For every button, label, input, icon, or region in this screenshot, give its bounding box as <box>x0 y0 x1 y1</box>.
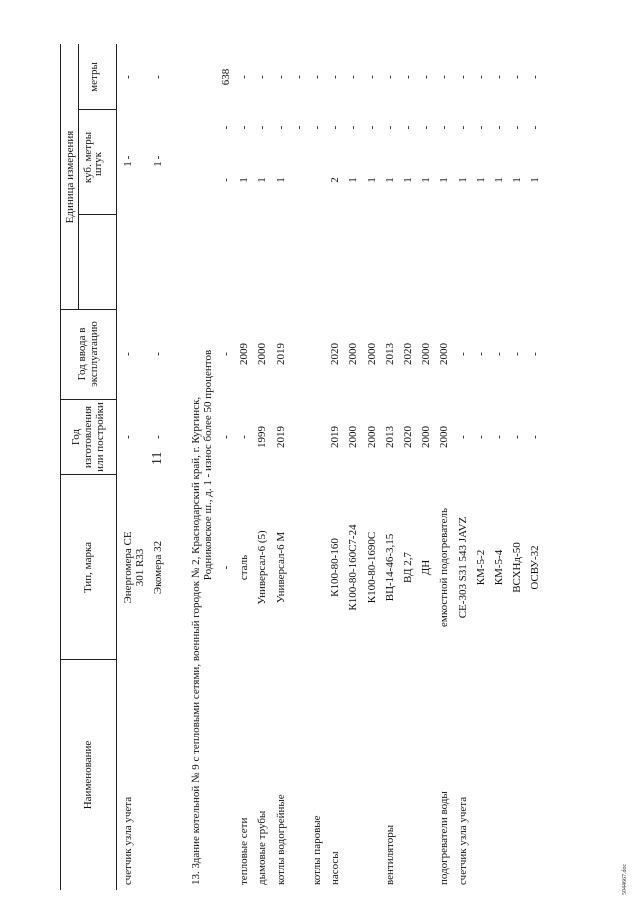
col-divider-type <box>60 474 116 475</box>
top-row-1-m3: - <box>122 155 134 160</box>
row-9-m3: - <box>365 125 378 130</box>
row-9-made: 2000 <box>365 426 378 448</box>
row-13-in: 2000 <box>438 343 451 365</box>
row-15-type: КМ-5-2 <box>474 549 487 586</box>
row-8-m: - <box>347 75 360 79</box>
row-17-pcs: 1 <box>511 177 524 183</box>
row-8-type: К100-80-160С7-24 <box>347 524 360 611</box>
row-7-pcs: 2 <box>329 177 342 183</box>
row-5-m3: - <box>292 125 305 130</box>
row-3-type: Универсал-6 (5) <box>256 530 269 605</box>
document-code: 5044667.doc <box>622 863 628 895</box>
row-2-made: - <box>238 435 251 439</box>
section-title-line-2: Родниковское ш., д. 1 - износ более 50 процентов <box>202 349 214 581</box>
row-16-m3: - <box>493 125 505 130</box>
row-2-m: - <box>238 75 251 79</box>
col-divider-pcs <box>78 214 116 215</box>
row-18-made: - <box>529 435 542 439</box>
row-5-m: - <box>292 75 305 79</box>
row-9-type: К100-80-1690С <box>365 531 378 604</box>
row-12-made: 2000 <box>420 426 433 448</box>
row-17-made: - <box>511 435 524 439</box>
row-15-made: - <box>474 435 487 439</box>
row-4-made: 2019 <box>274 426 287 448</box>
row-14-made: - <box>456 435 469 439</box>
row-18-type: ОСВУ-32 <box>529 545 542 590</box>
row-12-m: - <box>420 75 433 79</box>
col-divider-in <box>60 309 116 310</box>
top-row-2-pcs: 1 <box>152 161 164 167</box>
header-m: метры <box>88 62 100 92</box>
row-18-m3: - <box>529 125 542 130</box>
row-14-name: счетчик узла учета <box>456 796 469 885</box>
row-13-name: подогреватели воды <box>438 791 451 885</box>
row-4-m3: - <box>274 125 287 130</box>
row-13-m: - <box>438 75 451 79</box>
header-year-made: Год изготовления или постройки <box>70 402 106 472</box>
row-12-in: 2000 <box>420 343 433 365</box>
row-6-name: котлы паровые <box>311 815 323 885</box>
row-17-m3: - <box>511 125 524 130</box>
row-17-in: - <box>511 352 524 356</box>
row-4-name: котлы водогрейные <box>274 794 287 885</box>
row-13-made: 2000 <box>438 426 451 448</box>
row-1-made: - <box>220 435 232 439</box>
row-7-m: - <box>329 75 342 79</box>
top-row-1-made: - <box>122 435 134 439</box>
row-1-type: - <box>220 565 232 570</box>
section-title-line-1: 13. Здание котельной № 9 с тепловыми сетями, военный городок № 2, Краснодарский край, г. Кургинск, <box>190 396 202 885</box>
table-top-border <box>60 44 61 890</box>
row-11-type: ВД 2,7 <box>402 552 414 583</box>
row-2-m3: - <box>238 125 251 130</box>
row-16-type: КМ-5-4 <box>493 549 505 586</box>
col-divider-name <box>60 659 116 660</box>
top-row-2-made: - <box>152 435 164 439</box>
row-13-pcs: 1 <box>438 177 451 183</box>
row-2-type: сталь <box>238 554 251 581</box>
row-8-pcs: 1 <box>347 177 360 183</box>
row-9-in: 2000 <box>365 343 378 365</box>
row-10-m: - <box>383 75 396 79</box>
row-15-m3: - <box>474 125 487 130</box>
row-1-m: 638 <box>220 68 232 86</box>
col-divider-made <box>60 399 116 400</box>
row-11-m3: - <box>402 125 414 130</box>
header-m3-label: куб. метры <box>82 131 94 184</box>
row-16-made: - <box>493 435 505 439</box>
top-row-1-pcs: 1 <box>122 161 134 167</box>
row-3-name: дымовые трубы <box>256 810 269 885</box>
top-row-1-in: - <box>122 352 134 356</box>
row-17-type: ВСХНд-50 <box>511 542 524 593</box>
row-18-m: - <box>529 75 542 79</box>
row-7-type: К100-80-160 <box>329 538 342 597</box>
row-18-pcs: 1 <box>529 177 542 183</box>
unit-header-divider <box>78 44 79 310</box>
row-10-type: ВЦ-14-46-3,15 <box>383 533 396 602</box>
row-16-m: - <box>493 75 505 79</box>
row-14-pcs: 1 <box>456 177 469 183</box>
row-12-type: ДН <box>420 559 433 576</box>
row-1-in: - <box>220 352 232 356</box>
row-11-made: 2020 <box>402 426 414 448</box>
row-10-pcs: 1 <box>383 177 396 183</box>
row-9-m: - <box>365 75 378 79</box>
top-row-1-type-b: 301 R33 <box>134 548 146 587</box>
row-17-m: - <box>511 75 524 79</box>
row-3-in: 2000 <box>256 343 269 365</box>
row-9-pcs: 1 <box>365 177 378 183</box>
row-3-made: 1999 <box>256 426 269 448</box>
header-year-in: Год ввода в эксплуатацию <box>76 321 100 387</box>
row-7-name: насосы <box>329 851 342 885</box>
row-4-pcs: 1 <box>274 177 287 183</box>
header-unit: Единица измерения <box>64 130 76 224</box>
top-row-2-m: - <box>152 75 164 79</box>
row-15-pcs: 1 <box>474 177 487 183</box>
row-12-m3: - <box>420 125 433 130</box>
row-14-m3: - <box>456 125 469 130</box>
row-7-made: 2019 <box>329 426 342 448</box>
row-10-m3: - <box>383 125 396 130</box>
row-10-in: 2013 <box>383 343 396 365</box>
top-row-1-name: счетчик узла учета <box>122 796 134 885</box>
row-16-pcs: 1 <box>493 177 505 183</box>
row-6-m: - <box>311 75 323 79</box>
row-8-in: 2000 <box>347 343 360 365</box>
row-2-pcs: 1 <box>238 177 251 183</box>
row-13-type: емкостной подогреватель <box>438 507 451 628</box>
page-number: 11 <box>150 451 165 465</box>
row-13-m3: - <box>438 125 451 130</box>
row-11-m: - <box>402 75 414 79</box>
top-row-2-type: Экомера 32 <box>152 540 164 595</box>
row-10-made: 2013 <box>383 426 396 448</box>
row-12-pcs: 1 <box>420 177 433 183</box>
header-name: Наименование <box>82 740 94 810</box>
row-15-m: - <box>474 75 487 79</box>
top-row-1-type-a: Энергомера СЕ <box>122 531 134 604</box>
row-1-pcs: - <box>220 178 232 182</box>
row-3-m3: - <box>256 125 269 130</box>
row-14-m: - <box>456 75 469 79</box>
row-4-in: 2019 <box>274 343 287 365</box>
row-8-m3: - <box>347 125 360 130</box>
row-2-name: тепловые сети <box>238 817 251 885</box>
row-10-name: вентиляторы <box>383 824 396 885</box>
row-8-made: 2000 <box>347 426 360 448</box>
row-7-in: 2020 <box>329 343 342 365</box>
row-1-m3: - <box>220 125 232 130</box>
row-14-in: - <box>456 352 469 356</box>
top-row-2-m3: - <box>152 155 164 160</box>
row-15-in: - <box>474 352 487 356</box>
row-3-m: - <box>256 75 269 79</box>
row-16-in: - <box>493 352 505 356</box>
row-6-m3: - <box>311 125 323 130</box>
row-3-pcs: 1 <box>256 177 269 183</box>
row-2-in: 2009 <box>238 343 251 365</box>
top-row-1-m: - <box>122 75 134 79</box>
row-14-type: СЕ-303 S31 543 JAVZ <box>456 516 469 619</box>
row-11-pcs: 1 <box>402 177 414 183</box>
row-4-type: Универсал-6 М <box>274 531 287 604</box>
row-18-in: - <box>529 352 542 356</box>
header-bottom-border <box>116 44 117 890</box>
row-4-m: - <box>274 75 287 79</box>
row-11-in: 2020 <box>402 343 414 365</box>
header-pcs: штук <box>92 152 104 176</box>
top-row-2-in: - <box>152 352 164 356</box>
header-type: Тип, марка <box>82 541 94 594</box>
row-7-m3: - <box>329 125 342 130</box>
